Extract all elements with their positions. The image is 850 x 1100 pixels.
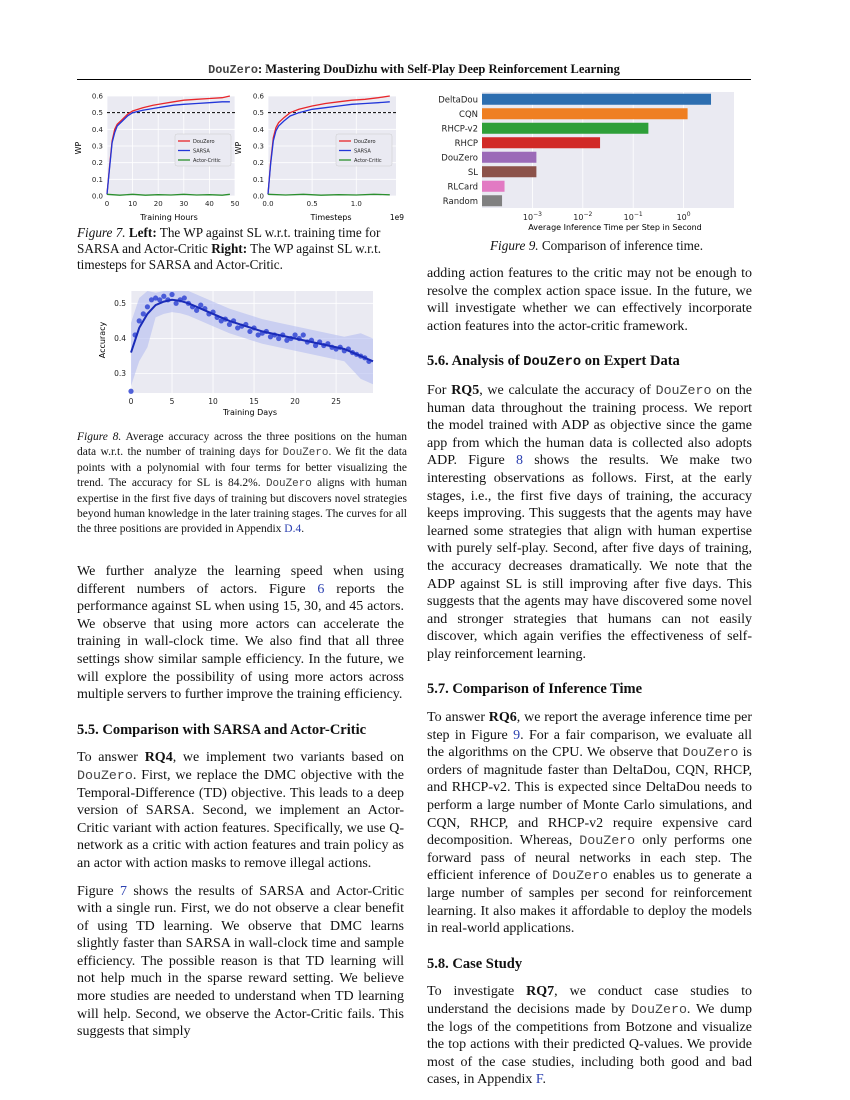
category-label: SL [467,167,478,178]
rp2-d: is orders of magnitude faster than DeltaDou, CQN, RHCP, and RHCP-v2. This is expected since DeltaDou needs to perform a large number of Monte Carlo simulations, and CQN, RHCP, and RHCP-v2 require expensive card decomposition. Whereas, [427,745,752,849]
fig9-caption-text: Comparison of inference time. [538,238,704,253]
left-para-2-b: , we implement two variants based on [172,750,404,766]
x-tick-label: 15 [249,397,259,406]
bar-rhcp [482,137,600,148]
x-tick-label: 25 [331,397,341,406]
bar-rlcard [482,181,505,192]
category-label: Random [442,196,478,207]
rq6: RQ6 [488,710,517,726]
rq7: RQ7 [526,984,555,1000]
fig7-caption [77,225,407,273]
fig7-left-ylabel: WP [74,141,83,155]
fig7-link[interactable]: 7 [119,883,127,899]
legend-label: SARSA [193,148,210,155]
y-tick-label: 0.3 [114,369,126,379]
rp1-mono: DouZero [655,382,712,398]
rp2-mono3: DouZero [552,868,608,884]
fig9-xlabel: Average Inference Time per Step in Second [528,223,702,232]
data-point [128,389,133,394]
rp3-a: To investigate [427,984,527,1000]
bar-sl [482,166,536,177]
rq4: RQ4 [144,750,173,766]
rp2-mono1: DouZero [682,745,739,761]
y-tick-label: 0.4 [114,333,126,343]
sec56-b: on Expert Data [581,353,680,370]
rp1-d: shows the results. We make two interesting observations as follows. First, at the early stages, i.e., the first five days of training, the accuracy keeps improving. This suggests that the agents may have learned some strategies that align with human expertise with purely self-play. Second, after five days of training, the accuracy decreases dramatically. We note that the ADP against SL is still improving after five days. This suggests that the agents may have discovered some novel and stronger strategies that humans can not easily discover, which again verifies the effectiveness of self-play reinforcement learning. [427,453,752,662]
fig8-link[interactable]: 8 [516,453,523,469]
y-tick-label: 0.0 [252,192,264,201]
fig7-caption-right: Right: [211,241,248,256]
fig8-caption-mono1: DouZero [282,447,329,459]
fig9-link[interactable]: 9 [513,727,521,743]
x-tick-label: 10 [208,397,218,406]
y-tick-label: 0.5 [114,298,126,308]
series-line-actor-critic [107,194,230,195]
sec56-a: 5.6. Analysis of [427,353,524,370]
rp3-mono: DouZero [631,1001,687,1017]
fig8-caption-a: Average accuracy across the three positions on the human data w.r.t. the number of training days for [77,431,408,458]
right-para-0: adding action features to the critic may not be enough to resolve the complex action space issue. In the future, we will investigate whether we can effectively incorporate action features into the actor-critic framework. [427,266,752,334]
fig7-left-xlabel: Training Hours [140,213,198,222]
right-para-2 [427,709,752,938]
legend-label: Actor-Critic [354,158,382,164]
fig7-right-ylabel: WP [234,141,243,155]
fig7-caption-end: The WP against SL w.r.t. timesteps for SARSA and Actor-Critic. [77,241,382,272]
data-point [145,304,150,309]
left-para-1-a: We further analyze the learning speed when using different numbers of actors. Figure [77,564,404,597]
bar-deltadou [482,94,711,105]
left-para-3-a: Figure [77,883,120,899]
legend-label: SARSA [354,148,371,155]
x-tick-label: 20 [153,200,163,208]
rp2-a: To answer [427,710,489,726]
figure-7 [75,88,410,228]
y-tick-label: 0.4 [252,125,264,134]
category-label: DeltaDou [438,95,478,106]
rp3-d: . [542,1072,547,1088]
fig7-caption-label: Figure 7. [77,225,126,240]
right-para-3 [427,983,752,1089]
section-5-7-heading: 5.7. Comparison of Inference Time [427,681,643,698]
x-tick-label: 5 [169,397,175,406]
y-tick-label: 0.5 [252,109,264,118]
y-tick-label: 0.6 [91,92,103,101]
fig8-caption [77,430,407,537]
section-5-5-heading: 5.5. Comparison with SARSA and Actor-Critic [77,721,367,738]
fig8-caption-link[interactable]: D.4 [284,523,302,535]
data-point [227,322,232,327]
left-para-1 [77,563,404,704]
left-para-2 [77,749,404,872]
data-point [137,318,142,323]
fig7-left-plot [92,93,240,209]
fig8-ylabel: Accuracy [98,321,107,359]
x-tick-label: 0.0 [262,200,274,208]
y-tick-label: 0.2 [252,159,264,168]
figure-9 [425,88,755,236]
data-point [292,332,297,337]
left-para-3-b: shows the results of SARSA and Actor-Critic with a single run. First, we do not observe a clear benefit of using TD learning. We observe that DMC learns slightly faster than SARSA in wall-clock time and sample efficiency. The possible reason is that TD learning will not help much in the sparse reward setting. We believe more studies are needed to understand when TD learning will help. Second, we observe the Actor-Critic fails. This suggests that simply [77,883,404,1040]
rp2-b: , we report the average inference time per step in Figure [427,710,752,743]
data-point [276,336,281,341]
left-column [77,563,404,1051]
rp3-b: , we conduct case studies to understand the decisions made by [427,984,752,1017]
fig8-plot [114,291,373,406]
fig7-right-plot [253,93,396,209]
legend-label: Actor-Critic [193,158,221,164]
legend-label: DouZero [193,139,215,145]
y-tick-label: 0.5 [91,109,103,118]
y-tick-label: 0.6 [252,92,264,101]
y-tick-label: 0.0 [91,192,103,201]
x-tick-label: 0 [104,200,110,208]
left-para-3 [77,883,404,1041]
fig8-caption-label: Figure 8. [77,431,122,443]
header-mono: DouZero [208,63,258,77]
header-title: : Mastering DouDizhu with Self-Play Deep Reinforcement Learning [257,62,620,76]
y-tick-label: 0.3 [91,142,103,151]
category-label: RHCP [454,138,478,149]
appendix-f-link[interactable]: F [535,1072,543,1088]
right-para-1 [427,382,752,664]
section-5-6-heading [427,353,752,372]
legend-label: DouZero [354,139,376,145]
category-label: RHCP-v2 [441,124,478,135]
fig8-caption-mono2: DouZero [265,478,312,490]
fig7-right-xlabel: Timesteps [310,213,352,222]
y-tick-label: 0.4 [91,125,103,134]
bar-douzero [482,152,536,163]
data-point [161,294,166,299]
x-tick-label: 1.0 [350,200,362,208]
header-rule [77,79,751,80]
x-tick-label: 40 [204,200,214,208]
sec56-mono: DouZero [523,355,582,371]
y-tick-label: 0.1 [252,175,264,184]
rp1-a: For [427,382,452,398]
fig8-caption-d: . [301,523,305,535]
fig8-caption-c: aligns with human expertise in the first five days of training but discovers novel strategies beyond human knowledge in the later training stages. The curves for all the three positions are provided in Appendix [77,477,407,535]
rp1-c: on the human data throughout the training process. We report the model trained with ADP as objective since the game app from which the human data is collected also adopts ADP. Figure [427,382,753,469]
fig9-caption-label: Figure 9. [490,238,539,253]
left-para-2-mono: DouZero [77,767,133,783]
fig8-xlabel: Training Days [222,408,278,417]
category-label: DouZero [441,153,478,164]
figure-8 [95,283,385,423]
data-point [247,329,252,334]
fig9-plot [438,92,734,222]
bar-cqn [482,108,688,119]
right-column [427,265,752,1099]
rp3-c: . We dump the logs of the competitions from Botzone and visualize the top actions with their predicted Q-values. We provide most of the case studies, including both good and bad cases, in Appendix [427,1001,753,1088]
fig7-caption-left: Left: [128,225,157,240]
rp2-e: only performs one forward pass of neural networks in each step. The efficient inference of [427,833,752,884]
rp2-f: enables us to generate a large number of samples per second for reinforcement learning. It also makes it affordable to deploy the models in real-world applications. [427,868,752,937]
data-point [169,292,174,297]
left-para-2-c: . First, we replace the DMC objective with the Temporal-Difference (TD) objective. This leads to a deep version of SARSA. Second, we implement an Actor-Critic variant with action features. Specifically, we use Q-network as a critic with action features and train policy as an actor with action masks to remove illegal actions. [77,767,404,871]
rq5: RQ5 [451,382,480,398]
fig6-link[interactable]: 6 [317,581,325,597]
x-tick-label: $10^0$ [676,211,691,222]
bar-random [482,195,502,206]
left-para-1-b: reports the performance against SL when using 15, 30, and 45 actors. We observe that using more actors can accelerate the training in wall-clock time. We also find that all three settings show similar sample efficiency. In the future, we will explore the possibility of using more actors across multiple servers to further improve the training efficiency. [77,581,405,703]
data-point [301,332,306,337]
x-tick-label: 0.5 [306,200,318,208]
x-tick-label: $10^{-3}$ [522,211,542,222]
x-tick-label: $10^{-1}$ [623,211,643,222]
rp1-b: , we calculate the accuracy of [479,382,656,398]
rp2-mono2: DouZero [579,833,636,849]
x-tick-label: $10^{-2}$ [573,211,593,222]
x-tick-label: 0 [128,397,134,406]
category-label: RLCard [447,182,478,193]
running-header [77,62,751,77]
y-tick-label: 0.1 [91,175,103,184]
fig7-caption-mid: The WP against SL w.r.t. training time for SARSA and Actor-Critic [77,225,381,256]
bar-rhcp-v2 [482,123,648,134]
y-tick-label: 0.3 [252,142,264,151]
category-label: CQN [459,109,478,120]
fig8-caption-b: . We fit the data points with a polynomial with four terms for better visualizing the trend. The accuracy for SL is 84.2%. [77,446,407,489]
section-5-8-heading: 5.8. Case Study [427,955,523,972]
fig7-right-exponent: 1e9 [389,213,405,222]
x-tick-label: 30 [179,200,189,208]
rp2-c: . For a fair comparison, we evaluate all the algorithms on the CPU. We observe that [427,727,753,761]
left-para-2-a: To answer [77,750,145,766]
data-point [182,295,187,300]
x-tick-label: 10 [128,200,138,208]
x-tick-label: 50 [230,200,240,208]
fig9-caption [490,238,720,254]
x-tick-label: 20 [290,397,300,406]
y-tick-label: 0.2 [91,159,103,168]
data-point [141,311,146,316]
